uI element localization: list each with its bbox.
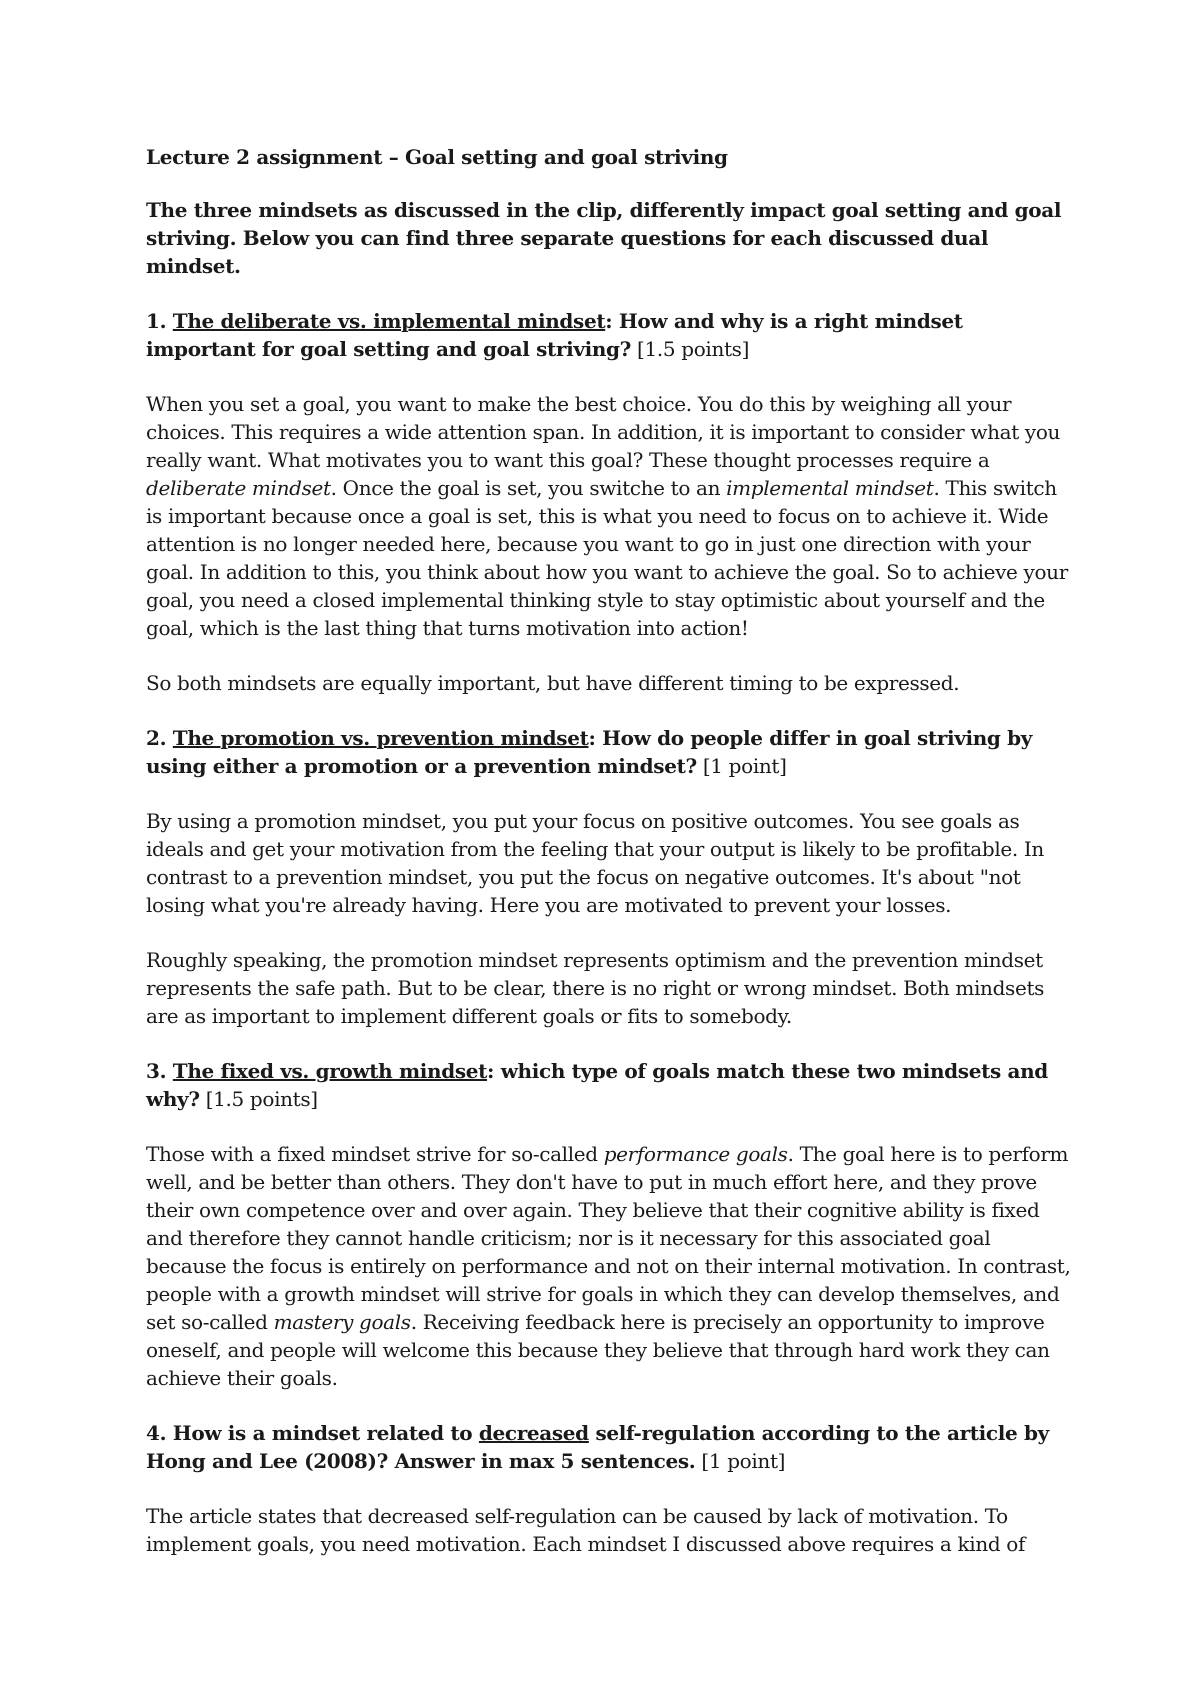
answer-3-text-b: . The goal here is to perform well, and be better than others. They don't have to put in much effort here, and they prove their own competence over and over again. They believe that their cognitive ability is fixed and therefore they cannot handle criticism; nor is it necessary for this associated goal because the focus is entirely on performance and not on their internal motivation. In contrast, people with a growth mindset will strive for goals in which they can develop themselves, and set so-called: [146, 1142, 1071, 1334]
answer-2-paragraph-2: Roughly speaking, the promotion mindset represents optimism and the prevention mindset represents the safe path. But to be clear, there is no right or wrong mindset. Both mindsets are as important to implement different goals or fits to somebody.: [146, 948, 1045, 1028]
question-4: [146, 1419, 1076, 1475]
answer-3-paragraph-1: [146, 1140, 1076, 1392]
answer-1-text-a: When you set a goal, you want to make the best choice. You do this by weighing all your choices. This requires a wide attention span. In addition, it is important to consider what you really want. What motivates you to want this goal? These thought processes require a: [146, 392, 1061, 472]
question-4-suffix: self-regulation according to the article by Hong and Lee (2008)? Answer in max 5 sentences.: [146, 1421, 1049, 1473]
question-2: [146, 724, 1076, 780]
question-3-topic: The fixed vs. growth mindset: [172, 1059, 488, 1083]
answer-3-emphasis-performance: performance goals: [603, 1142, 788, 1166]
question-1-number: 1.: [146, 309, 173, 333]
question-1-points: [1.5 points]: [631, 337, 750, 361]
answer-1-paragraph-1: [146, 390, 1076, 642]
question-3-points: [1.5 points]: [199, 1087, 318, 1111]
question-3-number: 3.: [146, 1059, 173, 1083]
question-4-points: [1 point]: [695, 1449, 786, 1473]
answer-4-paragraph-1: The article states that decreased self-regulation can be caused by lack of motivation. To implement goals, you need motivation. Each mindset I discussed above requires a kind of: [146, 1504, 1026, 1556]
answer-1-emphasis-implemental: implemental mindset: [726, 476, 934, 500]
answer-1-text-b: . Once the goal is set, you switche to an: [330, 476, 727, 500]
question-2-topic: The promotion vs. prevention mindset: [172, 726, 589, 750]
question-1-topic: The deliberate vs. implemental mindset: [172, 309, 606, 333]
question-3: [146, 1057, 1076, 1113]
document-page: [146, 143, 1076, 1585]
question-4-prefix: 4. How is a mindset related to: [146, 1421, 479, 1445]
question-1: [146, 307, 1076, 363]
question-2-points: [1 point]: [696, 754, 787, 778]
question-4-underlined: decreased: [478, 1421, 589, 1445]
answer-1-text-c: . This switch is important because once a goal is set, this is what you need to focus on to achieve it. Wide attention is no longer needed here, because you want to go in just one direction with your goal. In addition to this, you think about how you want to achieve the goal. So to achieve your goal, you need a closed implemental thinking style to stay optimistic about yourself and the goal, which is the last thing that turns motivation into action!: [146, 476, 1068, 640]
answer-3-text-c: . Receiving feedback here is precisely an opportunity to improve oneself, and people will welcome this because they believe that through hard work they can achieve their goals.: [146, 1310, 1050, 1390]
question-1-text: : How and why is a right mindset important for goal setting and goal striving?: [146, 309, 963, 361]
answer-1-paragraph-2: So both mindsets are equally important, but have different timing to be expressed.: [146, 671, 960, 695]
answer-1-emphasis-deliberate: deliberate mindset: [146, 476, 331, 500]
intro-text: The three mindsets as discussed in the clip, differently impact goal setting and goal striving. Below you can find three separate questions for each discussed dual mindset.: [146, 198, 1062, 278]
page-title: Lecture 2 assignment – Goal setting and goal striving: [146, 145, 728, 169]
answer-3-emphasis-mastery: mastery goals: [273, 1310, 411, 1334]
answer-2-paragraph-1: By using a promotion mindset, you put your focus on positive outcomes. You see goals as ideals and get your motivation from the feeling that your output is likely to be profitable. In contrast to a prevention mindset, you put the focus on negative outcomes. It's about "not losing what you're already having. Here you are motivated to prevent your losses.: [146, 809, 1044, 917]
question-2-number: 2.: [146, 726, 173, 750]
question-3-text: : which type of goals match these two mindsets and why?: [146, 1059, 1048, 1111]
question-2-text: : How do people differ in goal striving by using either a promotion or a prevention mindset?: [146, 726, 1033, 778]
answer-3-text-a: Those with a fixed mindset strive for so-called: [146, 1142, 604, 1166]
